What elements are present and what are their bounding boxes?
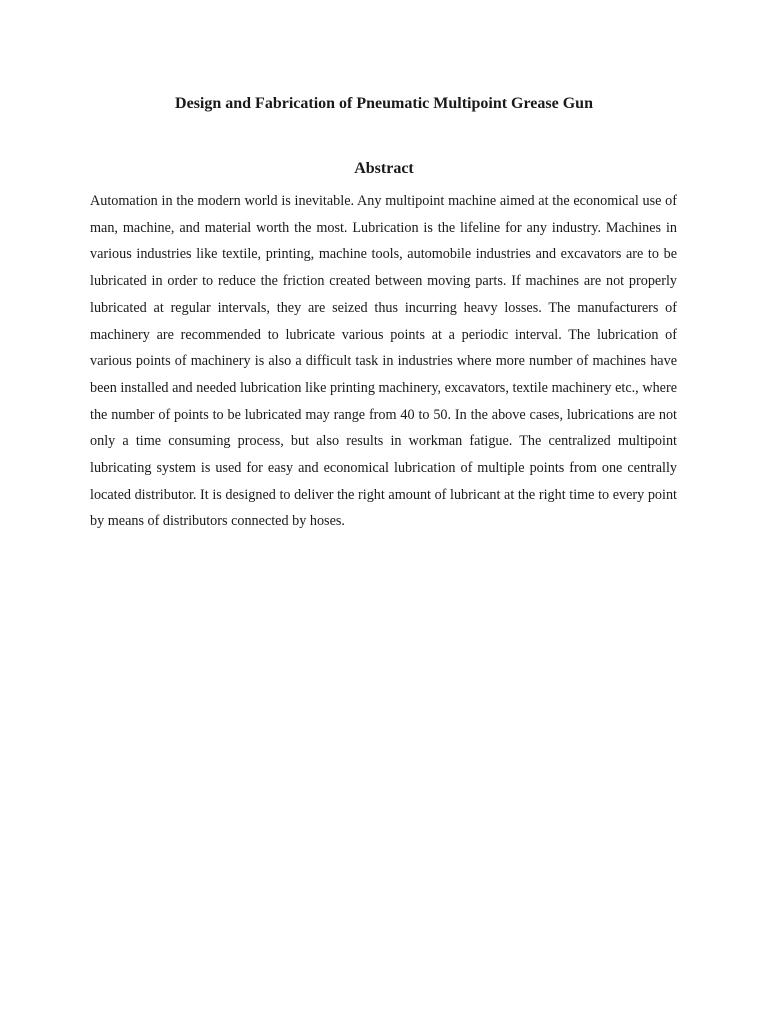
abstract-heading: Abstract [354,160,414,177]
document-title: Design and Fabrication of Pneumatic Multipoint Grease Gun [175,95,593,112]
abstract-paragraph: Automation in the modern world is inevitable. Any multipoint machine aimed at the economical use of man, machine, and material worth the most. Lubrication is the lifeline for any industry. Machines in various industries like textile, printing, machine tools, automobile industries and excavators are to be lubricated in order to reduce the friction created between moving parts. If machines are not properly lubricated at regular intervals, they are seized thus incurring heavy losses. The manufacturers of machinery are recommended to lubricate various points at a periodic interval. The lubrication of various points of machinery is also a difficult task in industries where more number of machines have been installed and needed lubrication like printing machinery, excavators, textile machinery etc., where the number of points to be lubricated may range from 40 to 50. In the above cases, lubrications are not only a time consuming process, but also results in workman fatigue. The centralized multipoint lubricating system is used for easy and economical lubrication of multiple points from one centrally located distributor. It is designed to deliver the right amount of lubricant at the right time to every point by means of distributors connected by hoses. [90,193,677,530]
